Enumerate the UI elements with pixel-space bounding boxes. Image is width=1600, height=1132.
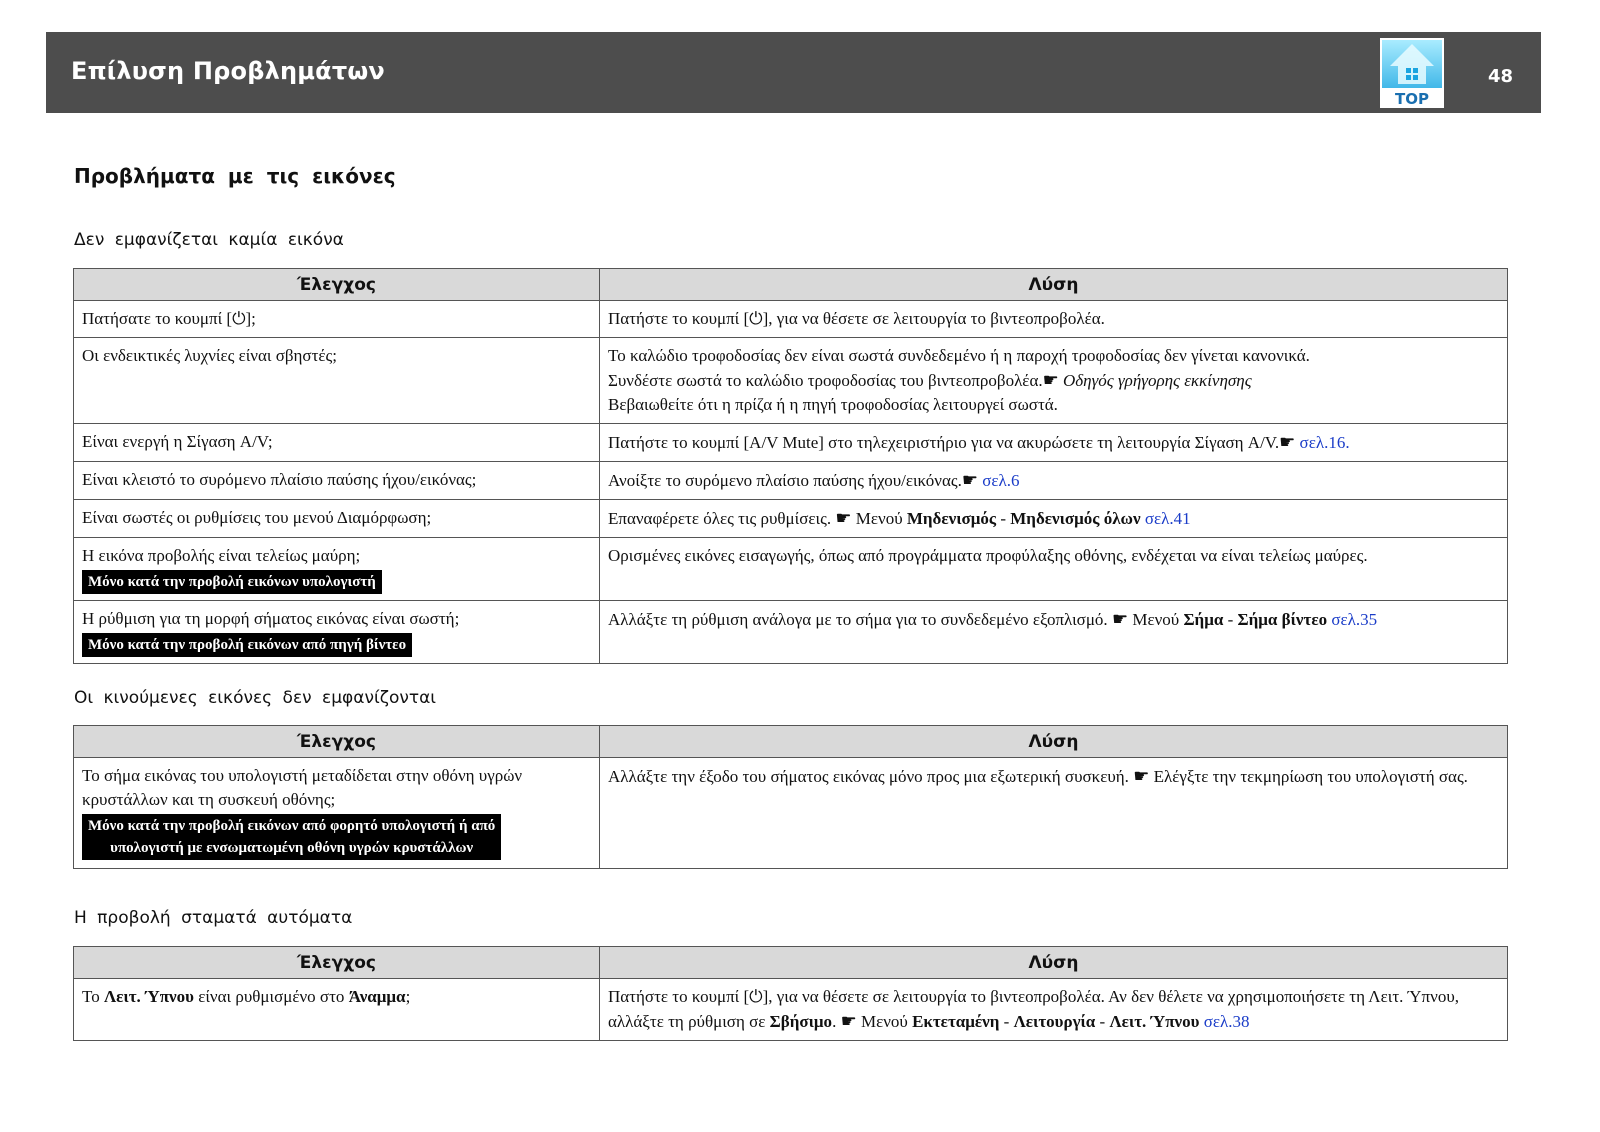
pointing-hand-icon: ☛ bbox=[961, 470, 978, 490]
check-header: Έλεγχος bbox=[74, 947, 600, 979]
table-header-row bbox=[74, 726, 1508, 758]
check-cell bbox=[74, 538, 600, 601]
menu-item: Εκτεταμένη bbox=[912, 1012, 1000, 1031]
check-text: Η ρύθμιση για τη μορφή σήματος εικόνας είναι σωστή; bbox=[82, 609, 460, 628]
guide-reference: Οδηγός γρήγορης εκκίνησης bbox=[1063, 371, 1252, 390]
setting-value: Άναμμα bbox=[348, 987, 406, 1006]
solution-line: Βεβαιωθείτε ότι η πρίζα ή η πηγή τροφοδοσίας λειτουργεί σωστά. bbox=[608, 395, 1058, 414]
section-title: Προβλήματα με τις εικόνες bbox=[74, 164, 396, 188]
page-header bbox=[46, 32, 1541, 113]
solution-cell: Πατήστε το κουμπί [⏻], για να θέσετε σε λειτουργία το βιντεοπροβολέα. bbox=[600, 301, 1508, 338]
page-link[interactable]: σελ.38 bbox=[1203, 1012, 1250, 1031]
pointing-hand-icon: ☛ bbox=[835, 508, 852, 528]
subsection-stops-title: Η προβολή σταματά αυτόματα bbox=[74, 908, 353, 928]
table-row bbox=[74, 601, 1508, 664]
subsection-moving-title: Οι κινούμενες εικόνες δεν εμφανίζονται bbox=[74, 688, 437, 708]
solution-text: . bbox=[832, 1012, 837, 1031]
check-cell bbox=[74, 601, 600, 664]
subsection-no-image-title: Δεν εμφανίζεται καμία εικόνα bbox=[74, 230, 344, 250]
pointing-hand-icon: ☛ bbox=[840, 1011, 857, 1031]
table-row bbox=[74, 424, 1508, 462]
check-cell: Είναι κλειστό το συρόμενο πλαίσιο παύσης ήχου/εικόνας; bbox=[74, 462, 600, 500]
menu-item: Λειτ. Ύπνου bbox=[1109, 1012, 1200, 1031]
solution-text: Πατήστε το κουμπί [A/V Mute] στο τηλεχειριστήριο για να ακυρώσετε τη λειτουργία Σίγαση A/V. bbox=[608, 433, 1280, 452]
page-link[interactable]: σελ.41 bbox=[1144, 509, 1191, 528]
solution-text: Συνδέστε σωστά το καλώδιο τροφοδοσίας του βιντεοπροβολέα. bbox=[608, 371, 1043, 390]
page-link[interactable]: σελ.16. bbox=[1299, 433, 1350, 452]
solution-text: Ελέγξτε την τεκμηρίωση του υπολογιστή σας. bbox=[1153, 767, 1468, 786]
menu-item: Μηδενισμός όλων bbox=[1010, 509, 1141, 528]
menu-item: Μηδενισμός bbox=[906, 509, 997, 528]
solution-cell bbox=[600, 424, 1508, 462]
solution-cell bbox=[600, 758, 1508, 869]
check-text: Το bbox=[82, 987, 100, 1006]
home-top-icon bbox=[1380, 38, 1444, 108]
check-cell bbox=[74, 758, 600, 869]
page-link[interactable]: σελ.35 bbox=[1331, 610, 1378, 629]
solution-text: Πατήστε το κουμπί [⏻], για να θέσετε σε λειτουργία το βιντεοπροβολέα. Αν δεν θέλετε να χρησιμοποιήσετε τη Λειτ. Ύπνου, αλλάξτε τη ρύθμιση σε bbox=[608, 987, 1459, 1031]
condition-badge: Μόνο κατά την προβολή εικόνων υπολογιστή bbox=[82, 570, 382, 594]
menu-item: Λειτουργία bbox=[1013, 1012, 1096, 1031]
auto-stop-table bbox=[73, 946, 1508, 1041]
table-row bbox=[74, 538, 1508, 601]
pointing-hand-icon: ☛ bbox=[1042, 370, 1059, 390]
solution-cell: Αλλάξτε τη ρύθμιση ανάλογα με το σήμα για το συνδεδεμένο εξοπλισμό. ☛ Μενού Σήμα - Σήμα βίντεο σελ.35 bbox=[600, 601, 1508, 664]
menu-item: Σήμα βίντεο bbox=[1237, 610, 1328, 629]
check-text: Η εικόνα προβολής είναι τελείως μαύρη; bbox=[82, 546, 361, 565]
table-row bbox=[74, 462, 1508, 500]
check-text: είναι ρυθμισμένο στο bbox=[198, 987, 345, 1006]
page-number: 48 bbox=[1488, 66, 1514, 87]
solution-text: Αλλάξτε την έξοδο του σήματος εικόνας μόνο προς μια εξωτερική συσκευή. bbox=[608, 767, 1129, 786]
solution-cell bbox=[600, 462, 1508, 500]
solution-text: Ανοίξτε το συρόμενο πλαίσιο παύσης ήχου/εικόνας. bbox=[608, 471, 962, 490]
table-header-row bbox=[74, 269, 1508, 301]
check-header: Έλεγχος bbox=[74, 726, 600, 758]
pointing-hand-icon: ☛ bbox=[1133, 766, 1150, 786]
table-row bbox=[74, 979, 1508, 1041]
solution-line bbox=[608, 368, 1499, 393]
check-cell: Είναι σωστές οι ρυθμίσεις του μενού Διαμόρφωση; bbox=[74, 500, 600, 538]
setting-name: Λειτ. Ύπνου bbox=[103, 987, 194, 1006]
menu-label: Μενού bbox=[1132, 610, 1180, 629]
condition-badge bbox=[82, 814, 501, 860]
table-header-row bbox=[74, 947, 1508, 979]
table-row bbox=[74, 758, 1508, 869]
solution-header: Λύση bbox=[600, 269, 1508, 301]
check-cell: Οι ενδεικτικές λυχνίες είναι σβηστές; bbox=[74, 338, 600, 424]
pointing-hand-icon: ☛ bbox=[1111, 609, 1129, 629]
menu-item: Σήμα bbox=[1183, 610, 1224, 629]
check-text: Το σήμα εικόνας του υπολογιστή μεταδίδεται στην οθόνη υγρών κρυστάλλων και τη συσκευή οθόνης; bbox=[82, 766, 523, 809]
solution-cell: Ορισμένες εικόνες εισαγωγής, όπως από προγράμματα προφύλαξης οθόνης, ενδέχεται να είναι τελείως μαύρες. bbox=[600, 538, 1508, 601]
pointing-hand-icon: ☛ bbox=[1279, 432, 1296, 452]
check-text: ; bbox=[405, 987, 411, 1006]
solution-text: Αλλάξτε τη ρύθμιση ανάλογα με το σήμα για το συνδεδεμένο εξοπλισμό. bbox=[608, 610, 1108, 629]
table-row bbox=[74, 500, 1508, 538]
solution-cell bbox=[600, 338, 1508, 424]
solution-header: Λύση bbox=[600, 726, 1508, 758]
top-button[interactable] bbox=[1380, 38, 1444, 108]
menu-label: Μενού bbox=[860, 1012, 908, 1031]
badge-line: Μόνο κατά την προβολή εικόνων από φορητό υπολογιστή ή από bbox=[88, 818, 496, 834]
page-link[interactable]: σελ.6 bbox=[982, 471, 1020, 490]
table-row bbox=[74, 338, 1508, 424]
moving-images-table bbox=[73, 725, 1508, 869]
table-row bbox=[74, 301, 1508, 338]
chapter-title: Επίλυση Προβλημάτων bbox=[71, 57, 385, 85]
top-label: TOP bbox=[1395, 90, 1429, 108]
solution-cell: Επαναφέρετε όλες τις ρυθμίσεις. ☛ Μενού Μηδενισμός - Μηδενισμός όλων σελ.41 bbox=[600, 500, 1508, 538]
setting-value: Σβήσιμο bbox=[769, 1012, 833, 1031]
badge-line: υπολογιστή με ενσωματωμένη οθόνη υγρών κρυστάλλων bbox=[110, 840, 474, 856]
check-cell: Πατήσατε το κουμπί [⏻]; bbox=[74, 301, 600, 338]
check-header: Έλεγχος bbox=[74, 269, 600, 301]
check-cell: Είναι ενεργή η Σίγαση A/V; bbox=[74, 424, 600, 462]
solution-cell: Πατήστε το κουμπί [⏻], για να θέσετε σε λειτουργία το βιντεοπροβολέα. Αν δεν θέλετε να χρησιμοποιήσετε τη Λειτ. Ύπνου, αλλάξτε τη ρύθμιση σε Σβήσιμο. ☛ Μενού Εκτεταμένη - Λειτουργία - Λειτ. Ύπνου σελ.38 bbox=[600, 979, 1508, 1041]
condition-badge: Μόνο κατά την προβολή εικόνων από πηγή βίντεο bbox=[82, 633, 412, 657]
solution-text: Επαναφέρετε όλες τις ρυθμίσεις. bbox=[608, 509, 832, 528]
menu-label: Μενού bbox=[855, 509, 903, 528]
check-cell bbox=[74, 979, 600, 1041]
solution-line: Το καλώδιο τροφοδοσίας δεν είναι σωστά συνδεδεμένο ή η παροχή τροφοδοσίας δεν γίνεται κανονικά. bbox=[608, 346, 1310, 365]
solution-header: Λύση bbox=[600, 947, 1508, 979]
no-image-table bbox=[73, 268, 1508, 664]
